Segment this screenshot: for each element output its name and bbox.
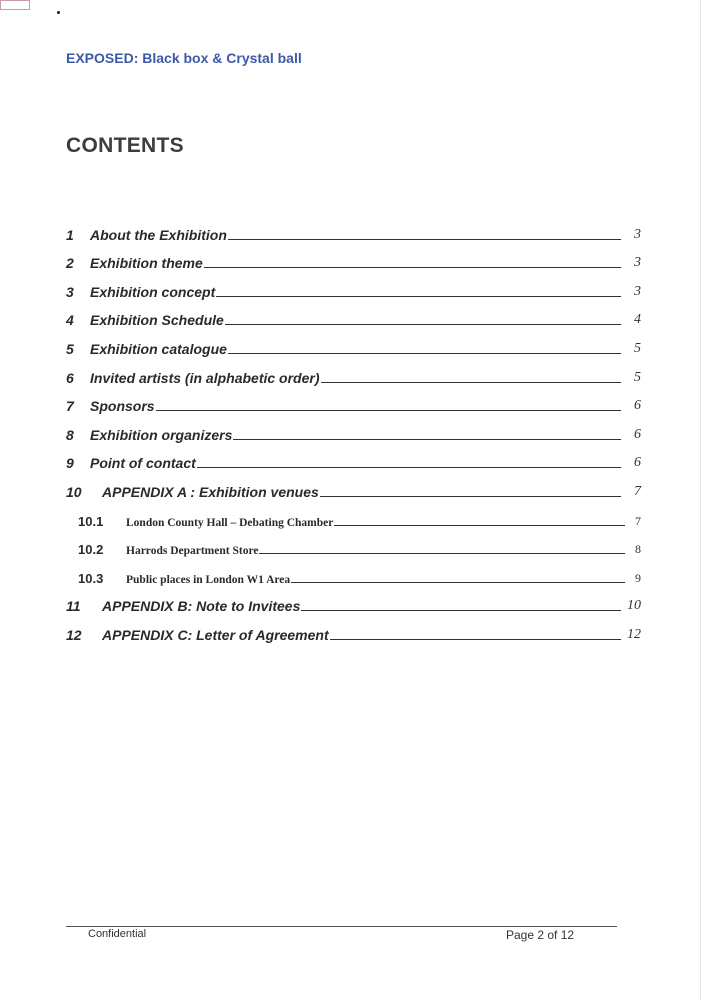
toc-entry-title: About the Exhibition <box>90 226 227 243</box>
bullet-mark <box>57 11 60 14</box>
toc-entry-number: 12 <box>66 626 82 643</box>
toc-entry-page: 9 <box>635 570 641 585</box>
toc-entry[interactable] <box>66 332 641 361</box>
toc-entry[interactable] <box>66 390 641 419</box>
toc-leader-line <box>291 581 625 583</box>
toc-entry-number: 4 <box>66 312 74 329</box>
toc-entry-number: 11 <box>66 598 81 615</box>
footer-confidential-label: Confidential <box>88 928 147 940</box>
toc-entry-page: 4 <box>634 312 641 328</box>
toc-entry-number: 6 <box>66 369 74 386</box>
toc-entry-title: APPENDIX C: Letter of Agreement <box>102 626 329 643</box>
toc-entry-title: Exhibition Schedule <box>90 312 224 329</box>
toc-subentry[interactable] <box>66 561 641 590</box>
table-of-contents <box>66 218 641 647</box>
toc-entry-page: 8 <box>635 542 641 557</box>
toc-entry-title: APPENDIX A : Exhibition venues <box>102 483 319 500</box>
toc-entry-number: 10.3 <box>78 570 104 586</box>
toc-entry[interactable] <box>66 361 641 390</box>
toc-entry-title: Exhibition concept <box>90 283 216 300</box>
toc-leader-line <box>321 381 622 383</box>
toc-entry-page: 3 <box>634 255 641 271</box>
toc-entry-number: 3 <box>66 283 74 300</box>
toc-leader-line <box>197 466 621 468</box>
toc-entry[interactable] <box>66 304 641 333</box>
document-header-title: EXPOSED: Black box & Crystal ball <box>66 50 302 66</box>
toc-entry-number: 10.2 <box>78 542 104 558</box>
toc-entry-title: London County Hall – Debating Chamber <box>126 516 334 529</box>
toc-entry-page: 6 <box>634 398 641 414</box>
toc-entry-number: 8 <box>66 426 74 443</box>
toc-leader-line <box>228 238 621 240</box>
toc-entry-title: Harrods Department Store <box>126 545 259 558</box>
toc-entry-title: Exhibition theme <box>90 255 203 272</box>
toc-leader-line <box>228 352 621 354</box>
toc-entry-number: 1 <box>66 226 74 243</box>
toc-entry-title: Invited artists (in alphabetic order) <box>90 369 320 386</box>
toc-entry-number: 9 <box>66 455 74 472</box>
toc-entry-page: 3 <box>634 283 641 299</box>
toc-entry-number: 7 <box>66 398 74 415</box>
toc-leader-line <box>233 438 621 440</box>
toc-entry-page: 6 <box>634 426 641 442</box>
toc-entry-title: Point of contact <box>90 455 196 472</box>
scan-stamp <box>0 0 30 10</box>
toc-entry-number: 2 <box>66 255 74 272</box>
toc-entry-page: 12 <box>627 626 641 642</box>
toc-entry-page: 7 <box>635 513 641 528</box>
toc-entry[interactable] <box>66 247 641 276</box>
toc-entry[interactable] <box>66 475 641 504</box>
toc-entry-page: 3 <box>634 226 641 242</box>
toc-leader-line <box>156 409 621 411</box>
toc-entry-number: 5 <box>66 340 74 357</box>
footer-divider <box>66 926 617 927</box>
toc-entry-title: APPENDIX B: Note to Invitees <box>102 598 301 615</box>
contents-heading: CONTENTS <box>66 134 184 157</box>
toc-entry-page: 5 <box>634 369 641 385</box>
toc-subentry[interactable] <box>66 533 641 562</box>
toc-leader-line <box>225 323 621 325</box>
footer-page-number: Page 2 of 12 <box>506 928 575 942</box>
page-edge <box>700 0 701 1000</box>
toc-entry[interactable] <box>66 447 641 476</box>
toc-subentry[interactable] <box>66 504 641 533</box>
toc-entry-title: Sponsors <box>90 398 155 415</box>
toc-entry-page: 10 <box>627 598 641 614</box>
toc-leader-line <box>301 609 621 611</box>
toc-leader-line <box>216 295 621 297</box>
toc-entry-title: Exhibition organizers <box>90 426 233 443</box>
toc-entry-title: Public places in London W1 Area <box>126 573 291 586</box>
toc-entry[interactable] <box>66 418 641 447</box>
toc-leader-line <box>330 638 621 640</box>
toc-leader-line <box>334 524 625 526</box>
toc-entry-title: Exhibition catalogue <box>90 340 227 357</box>
toc-entry[interactable] <box>66 618 641 647</box>
toc-leader-line <box>204 266 621 268</box>
toc-leader-line <box>320 495 621 497</box>
toc-entry-page: 6 <box>634 455 641 471</box>
toc-leader-line <box>259 552 625 554</box>
toc-entry[interactable] <box>66 275 641 304</box>
toc-entry-page: 5 <box>634 340 641 356</box>
toc-entry-number: 10 <box>66 483 82 500</box>
toc-entry-number: 10.1 <box>78 513 104 529</box>
toc-entry[interactable] <box>66 218 641 247</box>
toc-entry-page: 7 <box>634 483 641 499</box>
toc-entry[interactable] <box>66 590 641 619</box>
